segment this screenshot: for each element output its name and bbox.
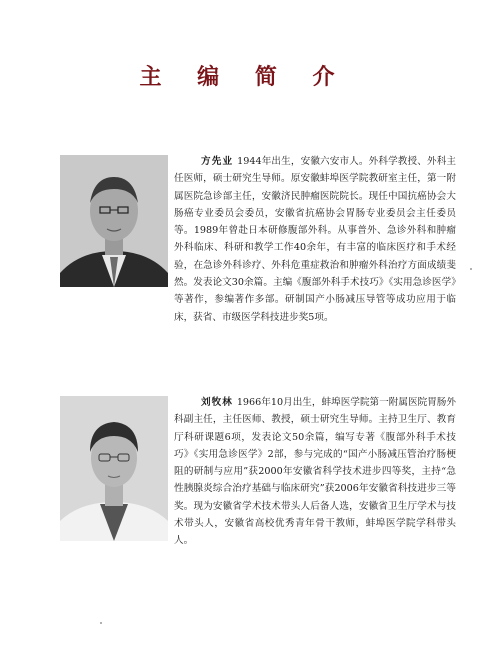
author-1-photo <box>60 155 168 287</box>
author-1-bio-text: 1944年出生，安徽六安市人。外科学教授、外科主任医师，硕士研究生导师。原安徽蚌埠医学院教研室主任，第一附属医院急诊部主任，安徽济民肿瘤医院院长。现任中国抗癌协会大肠癌专业委员会委员，安徽省抗癌协会胃肠专业委员会主任委员等。1989年曾赴日本研修腹部外科。从事普外、急诊外科和肿瘤外科临床、科研和教学工作40余年，有丰富的临床医疗和手术经验，在急诊外科诊疗、外科危重症救治和肿瘤外科治疗方面成绩斐然。发表论文30余篇。主编《腹部外科手术技巧》《实用急诊医学》等著作，参编著作多部。研制国产小肠减压导管等成功应用于临床，获省、市级医学科技进步奖5项。 <box>174 156 457 323</box>
author-2-photo <box>60 396 168 541</box>
page-title: 主 编 简 介 <box>139 64 349 90</box>
author-2-bio-text: 1966年10月出生，蚌埠医学院第一附属医院胃肠外科副主任，主任医师、教授，硕士研究生导师。主持卫生厅、教育厅科研课题6项，发表论文50余篇，编写专著《腹部外科手术技巧》《实用急诊医学》2部，参与完成的“国产小肠减压管治疗肠梗阻的研制与应用”获2000年安徽省科学技术进步四等奖，主持“急性胰腺炎综合治疗基础与临床研究”获2006年安徽省科技进步三等奖。现为安徽省学术技术带头人后备人选，安徽省卫生厅学术与技术带头人，安徽省高校优秀青年骨干教师，蚌埠医学院学科带头人。 <box>174 397 457 547</box>
scan-speck <box>470 268 472 270</box>
portrait-1-image <box>60 155 168 287</box>
portrait-2-image <box>60 396 168 541</box>
author-2-name: 刘牧林 <box>201 397 233 408</box>
scan-speck <box>100 622 102 624</box>
author-1-name: 方先业 <box>201 156 234 167</box>
author-2-bio <box>174 394 456 550</box>
author-1-bio <box>174 153 456 326</box>
